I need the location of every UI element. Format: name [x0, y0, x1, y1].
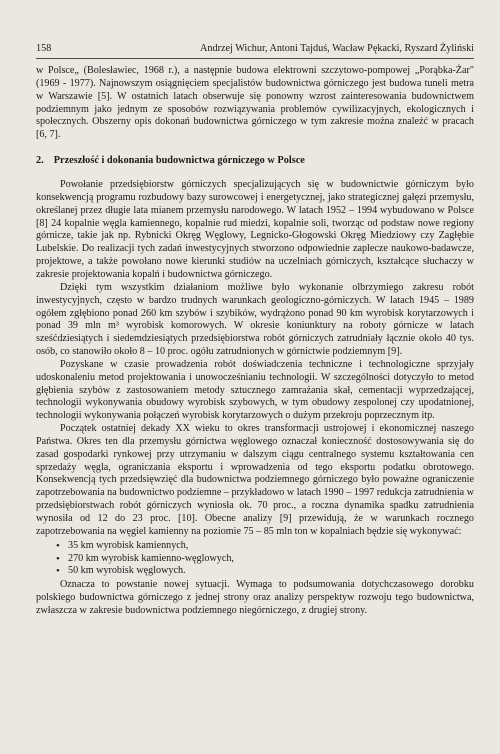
paragraph-2: Dzięki tym wszystkim działaniom możliwe było wykonanie olbrzymiego zakresu robót inwestycyjnych, często w bardzo trudnych warunkach geologiczno-górniczych. W latach 1945 – 1989 ogółem zgłębiono ponad 260 km szybów i szybików, wydrążono ponad 90 km wyrobisk korytarzowych i ponad 39 mln m³ wyrobisk komorowych. W okresie koniunktury na roboty górnicze w latach sześćdziesiątych i siedemdziesiątych przedsiębiorstwa robót górniczych zatrudniały łącznie około 40 tys. osób, co stanowiło około 8 – 10 proc. ogółu zatrudnionych w górnictwie podziemnym [9]. [36, 281, 474, 358]
bullet-item: • 50 km wyrobisk węglowych. [56, 565, 474, 578]
paragraph-5: Oznacza to powstanie nowej sytuacji. Wymaga to podsumowania dotychczasowego dorobku polskiego budownictwa górniczego z jednej strony oraz analizy perspektyw rozwoju tego budownictwa, zwłaszcza w zakresie budownictwa podziemnego niegórniczego, z drugiej strony. [36, 579, 474, 616]
section-title: Przeszłość i dokonania budownictwa górniczego w Polsce [53, 155, 305, 167]
bullet-item: • 35 km wyrobisk kamiennych, [56, 540, 474, 553]
page-number: 158 [36, 43, 52, 54]
header-authors: Andrzej Wichur, Antoni Tajduś, Wacław Pękacki, Ryszard Żyliński [200, 43, 474, 54]
running-header [36, 42, 474, 59]
intro-paragraph: w Polsce„ (Bolesławiec, 1968 r.), a następnie budowa elektrowni szczytowo-pompowej „Porąbka-Żar" (1969 - 1977). Najnowszym osiągnięciem specjalistów budownictwa górniczego jest budowa tuneli metra w Warszawie [5]. W ostatnich latach obserwuje się ponowny wzrost zainteresowania budownictwem podziemnym jako jednym ze sposobów rozwiązywania problemów cywilizacyjnych, ekologicznych i społecznych. Obszerny opis dokonań budownictwa górniczego w tym zakresie można znaleźć w pracach [6, 7]. [36, 65, 474, 141]
section-heading [36, 154, 474, 167]
bullet-item: • 270 km wyrobisk kamienno-węglowych, [56, 553, 474, 566]
body-text [36, 65, 474, 618]
paragraph-4: Początek ostatniej dekady XX wieku to okres transformacji ustrojowej i ekonomicznej naszego Państwa. Okres ten dla przemysłu górnictwa węglowego oznaczał konieczność dostosowywania się do zasad gospodarki rynkowej przy utrzymaniu w dalszym ciągu centralnego systemu kształtowania cen sprzedaży węgla, ograniczania eksportu i wprowadzenia od tego eksportu podatku obrotowego. Konsekwencją tych przedsięwzięć dla budownictwa podziemnego górniczego było poważne ograniczenie zapotrzebowania na budownictwo podziemne – przykładowo w latach 1990 – 1997 redukcja zatrudnienia w przedsiębiorstwach robót górniczych wyniosła ok. 70 proc., a roczna dynamika spadku zatrudnienia wynosiła od 12 do 23 proc. [10]. Obecne analizy [9] przewidują, że w warunkach rocznego zapotrzebowania na węgiel kamienny na poziomie 75 – 85 mln ton w kopalniach będzie się wykonywać: [36, 423, 474, 537]
bullet-list [36, 540, 474, 579]
paragraph-3: Pozyskane w czasie prowadzenia robót doświadczenia techniczne i technologiczne sprzyjały udoskonaleniu metod projektowania i unowocześnianiu technologii. W szczególności dotyczyło to metod głębienia szybów z zastosowaniem metody sztucznego zamrażania skał, cementacji wyprzedzającej, technologii wykonywania obudowy wyrobisk szybowych, w tym obudowy zespolonej czy upodatnionej, technologii wykonywania połączeń wyrobisk korytarzowych o dużym przekroju poprzecznym itp. [36, 358, 474, 422]
section-number: 2. [36, 155, 44, 167]
paragraph-1: Powołanie przedsiębiorstw górniczych specjalizujących się w budownictwie górniczym było konsekwencją programu rozbudowy bazy surowcowej i energetycznej, jako strategicznej gałęzi przemysłu, określanej przez długie lata mianem przemysłu narodowego. W latach 1952 – 1994 wybudowano w Polsce [8] 24 kopalnie węgla kamiennego, kopalnie rud miedzi, kopalnie soli, tworząc od podstaw nowe regiony górnicze, takie jak np. Rybnicki Okręg Węglowy, Legnicko-Głogowski Okręg Miedziowy czy Zagłębie Lubelskie. Do realizacji tych zadań inwestycyjnych stworzono odpowiednie zaplecze naukowo-badawcze, projektowe, a także powołano nowe kierunki studiów na uczelniach górniczych, kształcące słuchaczy w zakresie projektowania kopalń i budownictwa górniczego. [36, 179, 474, 280]
